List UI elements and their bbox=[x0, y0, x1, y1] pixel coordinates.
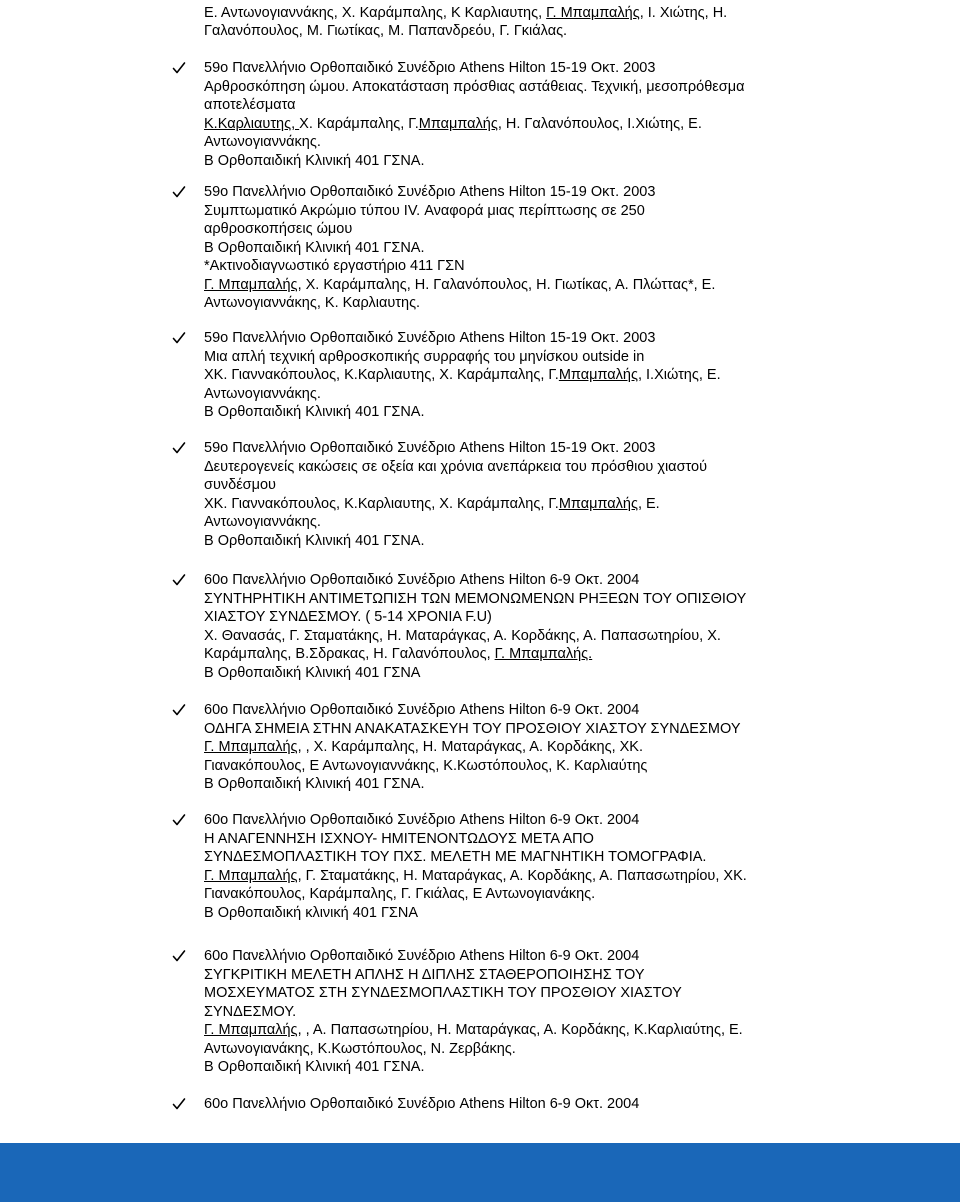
entry-line bbox=[204, 348, 644, 366]
text-segment: 59ο Πανελλήνιο Ορθοπαιδικό Συνέδριο Athens Hilton 15-19 Οκτ. 2003 bbox=[204, 440, 656, 456]
text-segment: Η ΑΝΑΓΕΝΝΗΣΗ ΙΣΧΝΟΥ- ΗΜΙΤΕΝΟΝΤΩΔΟΥΣ ΜΕΤΑ ΑΠΟ bbox=[204, 830, 594, 847]
entry-line bbox=[204, 133, 321, 151]
entry-line bbox=[204, 294, 420, 312]
text-segment: ΣΥΝΔΕΣΜΟΥ. bbox=[204, 1003, 297, 1020]
text-segment: ΧΙΑΣΤΟΥ ΣΥΝΔΕΣΜΟΥ. ( 5-14 ΧΡΟΝΙΑ F.U) bbox=[204, 609, 492, 625]
entry-line bbox=[204, 645, 592, 663]
conference-line bbox=[204, 59, 655, 77]
text-segment: Συμπτωματικό Ακρώμιο τύπου IV. Αναφορά μιας περίπτωσης σε 250 bbox=[204, 202, 645, 219]
text-segment: συνδέσμου bbox=[204, 477, 276, 493]
conference-line bbox=[204, 329, 655, 347]
text-segment: 59ο Πανελλήνιο Ορθοπαιδικό Συνέδριο Athens Hilton 15-19 Οκτ. 2003 bbox=[204, 184, 656, 200]
checkmark-icon bbox=[172, 573, 186, 587]
checkmark-icon bbox=[172, 949, 186, 963]
text-segment: *Ακτινοδιαγνωστικό εργαστήριο 411 ΓΣΝ bbox=[204, 258, 465, 274]
continued-author-line bbox=[204, 4, 727, 22]
checkmark-icon bbox=[172, 61, 186, 75]
entry-line bbox=[204, 608, 492, 626]
entry-line bbox=[204, 458, 707, 476]
entry-line bbox=[204, 590, 746, 608]
text-segment: Αντωνογιαννάκης, Κ. Καρλιαυτης. bbox=[204, 295, 421, 311]
text-segment: Β Ορθοπαιδική Κλινική 401 ΓΣΝΑ. bbox=[204, 404, 425, 420]
text-segment: , , Χ. Καράμπαλης, Η. Ματαράγκας, Α. Κορδάκης, ΧΚ. bbox=[297, 739, 644, 755]
continued-author-line bbox=[204, 22, 567, 40]
text-segment: Β Ορθοπαιδική Κλινική 401 ΓΣΝΑ. bbox=[204, 152, 425, 169]
entry-line bbox=[204, 627, 721, 645]
underlined-author: Γ. Μπαμπαλής bbox=[204, 739, 298, 755]
text-segment: Β Ορθοπαιδική Κλινική 401 ΓΣΝΑ. bbox=[204, 1059, 425, 1075]
text-segment: ΧΚ. Γιαννακόπουλος, Κ.Καρλιαυτης, Χ. Καράμπαλης, Γ. bbox=[204, 367, 559, 383]
text-segment: , Ε. bbox=[637, 495, 660, 512]
text-segment: Β Ορθοπαιδική Κλινική 401 ΓΣΝΑ. bbox=[204, 239, 425, 256]
conference-line bbox=[204, 439, 655, 457]
text-segment: 60ο Πανελλήνιο Ορθοπαιδικό Συνέδριο Athens Hilton 6-9 Οκτ. 2004 bbox=[204, 702, 640, 718]
text-segment: , Ι. Χιώτης, Η. bbox=[639, 5, 728, 21]
entry-line bbox=[204, 276, 715, 294]
footer-bar bbox=[0, 1143, 960, 1202]
text-segment: Β Ορθοπαιδική κλινική 401 ΓΣΝΑ bbox=[204, 904, 419, 921]
entry-line bbox=[204, 513, 321, 531]
entry-line bbox=[204, 495, 660, 513]
text-segment: Γαλανόπουλος, Μ. Γιωτίκας, Μ. Παπανδρεόυ, Γ. Γκιάλας. bbox=[204, 23, 568, 39]
text-segment: Δευτερογενείς κακώσεις σε οξεία και χρόνια ανεπάρκεια του πρόσθιου χιαστού bbox=[204, 458, 708, 475]
text-segment: Καράμπαλης, Β.Σδρακας, Η. Γαλανόπουλος, bbox=[204, 646, 495, 662]
entry-line bbox=[204, 966, 645, 984]
text-segment: , Χ. Καράμπαλης, Η. Γαλανόπουλος, Η. Γιωτίκας, Α. Πλώττας*, Ε. bbox=[297, 276, 716, 293]
entry-line bbox=[204, 532, 425, 550]
text-segment: Αντωνογιανάκης, Κ.Κωστόπουλος, Ν. Ζερβάκης. bbox=[204, 1040, 516, 1057]
text-segment: 60ο Πανελλήνιο Ορθοπαιδικό Συνέδριο Athens Hilton 6-9 Οκτ. 2004 bbox=[204, 1096, 640, 1112]
text-segment: Αντωνογιαννάκης. bbox=[204, 134, 321, 150]
conference-line bbox=[204, 701, 639, 719]
checkmark-icon bbox=[172, 703, 186, 717]
conference-line bbox=[204, 183, 655, 201]
underlined-author: Γ. Μπαμπαλής bbox=[204, 867, 298, 884]
entry-line bbox=[204, 867, 747, 885]
underlined-author: Γ. Μπαμπαλής. bbox=[494, 646, 593, 662]
entry-line bbox=[204, 720, 741, 738]
underlined-author: Γ. Μπαμπαλής bbox=[546, 5, 640, 21]
underlined-author: Γ. Μπαμπαλής bbox=[204, 276, 298, 293]
entry-line bbox=[204, 476, 276, 494]
entry-line bbox=[204, 257, 465, 275]
conference-line bbox=[204, 811, 639, 829]
entry-line bbox=[204, 664, 420, 682]
text-segment: ΣΥΝΔΕΣΜΟΠΛΑΣΤΙΚΗ ΤΟΥ ΠΧΣ. ΜΕΛΕΤΗ ΜΕ ΜΑΓΝΗΤΙΚΗ ΤΟΜΟΓΡΑΦΙΑ. bbox=[204, 849, 707, 865]
text-segment: , , Α. Παπασωτηρίου, Η. Ματαράγκας, Α. Κορδάκης, Κ.Καρλιαύτης, Ε. bbox=[297, 1022, 743, 1038]
entry-line bbox=[204, 78, 744, 96]
text-segment: αρθροσκοπήσεις ώμου bbox=[204, 221, 353, 237]
text-segment: Χ. Καράμπαλης, Γ. bbox=[299, 115, 419, 132]
text-segment: 60ο Πανελλήνιο Ορθοπαιδικό Συνέδριο Athens Hilton 6-9 Οκτ. 2004 bbox=[204, 812, 640, 828]
text-segment: Γιανακόπουλος, Καράμπαλης, Γ. Γκιάλας, Ε Αντωνογιανάκης. bbox=[204, 886, 596, 902]
entry-line bbox=[204, 885, 595, 903]
text-segment: Γιανακόπουλος, Ε Αντωνογιαννάκης, Κ.Κωστόπουλος, Κ. Καρλιαύτης bbox=[204, 757, 648, 774]
entry-line bbox=[204, 1040, 516, 1058]
text-segment: αποτελέσματα bbox=[204, 97, 296, 113]
entry-line bbox=[204, 1021, 743, 1039]
text-segment: Β Ορθοπαιδική Κλινική 401 ΓΣΝΑ. bbox=[204, 776, 425, 792]
entry-line bbox=[204, 775, 425, 793]
entry-line bbox=[204, 984, 682, 1002]
entry-line bbox=[204, 757, 647, 775]
conference-line bbox=[204, 1095, 639, 1113]
text-segment: , Γ. Σταματάκης, Η. Ματαράγκας, Α. Κορδάκης, Α. Παπασωτηρίου, ΧΚ. bbox=[297, 867, 747, 884]
entry-line bbox=[204, 830, 594, 848]
text-segment: , Ι.Χιώτης, Ε. bbox=[637, 367, 721, 383]
underlined-author: Γ. Μπαμπαλής bbox=[204, 1022, 298, 1038]
text-segment: 59ο Πανελλήνιο Ορθοπαιδικό Συνέδριο Athens Hilton 15-19 Οκτ. 2003 bbox=[204, 330, 656, 346]
checkmark-icon bbox=[172, 185, 186, 199]
text-segment: Μια απλή τεχνική αρθροσκοπικής συρραφής του μηνίσκου outside in bbox=[204, 348, 645, 365]
entry-line bbox=[204, 1003, 296, 1021]
entry-line bbox=[204, 904, 418, 922]
entry-line bbox=[204, 1058, 425, 1076]
entry-line bbox=[204, 152, 425, 170]
text-segment: ΜΟΣΧΕΥΜΑΤΟΣ ΣΤΗ ΣΥΝΔΕΣΜΟΠΛΑΣΤΙΚΗ ΤΟΥ ΠΡΟΣΘΙΟΥ ΧΙΑΣΤΟΥ bbox=[204, 985, 682, 1001]
text-segment: 60ο Πανελλήνιο Ορθοπαιδικό Συνέδριο Athens Hilton 6-9 Οκτ. 2004 bbox=[204, 948, 640, 964]
text-segment: Χ. Θανασάς, Γ. Σταματάκης, Η. Ματαράγκας, Α. Κορδάκης, Α. Παπασωτηρίου, Χ. bbox=[204, 627, 721, 644]
conference-line bbox=[204, 571, 639, 589]
checkmark-icon bbox=[172, 441, 186, 455]
entry-line bbox=[204, 848, 706, 866]
underlined-author: Κ.Καρλιαυτης, bbox=[204, 115, 300, 132]
entry-line bbox=[204, 403, 425, 421]
text-segment: Ε. Αντωνογιαννάκης, Χ. Καράμπαλης, Κ Καρλιαυτης, bbox=[204, 5, 547, 21]
text-segment: ΣΥΓΚΡΙΤΙΚΗ ΜΕΛΕΤΗ ΑΠΛΗΣ Η ΔΙΠΛΗΣ ΣΤΑΘΕΡΟΠΟΙΗΣΗΣ ΤΟΥ bbox=[204, 966, 645, 983]
entry-line bbox=[204, 385, 321, 403]
entry-line bbox=[204, 202, 645, 220]
checkmark-icon bbox=[172, 1097, 186, 1111]
text-segment: 60ο Πανελλήνιο Ορθοπαιδικό Συνέδριο Athens Hilton 6-9 Οκτ. 2004 bbox=[204, 572, 640, 588]
text-segment: ΧΚ. Γιαννακόπουλος, Κ.Καρλιαυτης, Χ. Καράμπαλης, Γ. bbox=[204, 495, 559, 512]
checkmark-icon bbox=[172, 331, 186, 345]
text-segment: ΟΔΗΓΑ ΣΗΜΕΙΑ ΣΤΗΝ ΑΝΑΚΑΤΑΣΚΕΥΗ ΤΟΥ ΠΡΟΣΘΙΟΥ ΧΙΑΣΤΟΥ ΣΥΝΔΕΣΜΟΥ bbox=[204, 720, 741, 737]
text-segment: 59ο Πανελλήνιο Ορθοπαιδικό Συνέδριο Athens Hilton 15-19 Οκτ. 2003 bbox=[204, 60, 656, 76]
text-segment: ΣΥΝΤΗΡΗΤΙΚΗ ΑΝΤΙΜΕΤΩΠΙΣΗ ΤΩΝ ΜΕΜΟΝΩΜΕΝΩΝ ΡΗΞΕΩΝ ΤΟΥ ΟΠΙΣΘΙΟΥ bbox=[204, 590, 747, 607]
conference-line bbox=[204, 947, 639, 965]
entry-line bbox=[204, 115, 702, 133]
text-segment: Αρθροσκόπηση ώμου. Αποκατάσταση πρόσθιας αστάθειας. Τεχνική, μεσοπρόθεσμα bbox=[204, 78, 745, 95]
underlined-author: Μπαμπαλής bbox=[558, 495, 638, 512]
entry-line bbox=[204, 366, 721, 384]
text-segment: Αντωνογιαννάκης. bbox=[204, 514, 321, 530]
text-segment: Αντωνογιαννάκης. bbox=[204, 385, 321, 402]
checkmark-icon bbox=[172, 813, 186, 827]
entry-line bbox=[204, 738, 643, 756]
entry-line bbox=[204, 239, 425, 257]
entry-line bbox=[204, 96, 296, 114]
underlined-author: Μπαμπαλής, bbox=[418, 115, 502, 132]
underlined-author: Μπαμπαλής bbox=[558, 367, 638, 383]
text-segment: Β Ορθοπαιδική Κλινική 401 ΓΣΝΑ bbox=[204, 664, 421, 681]
entry-line bbox=[204, 220, 352, 238]
text-segment: Η. Γαλανόπουλος, Ι.Χιώτης, Ε. bbox=[501, 115, 702, 132]
text-segment: Β Ορθοπαιδική Κλινική 401 ΓΣΝΑ. bbox=[204, 532, 425, 549]
